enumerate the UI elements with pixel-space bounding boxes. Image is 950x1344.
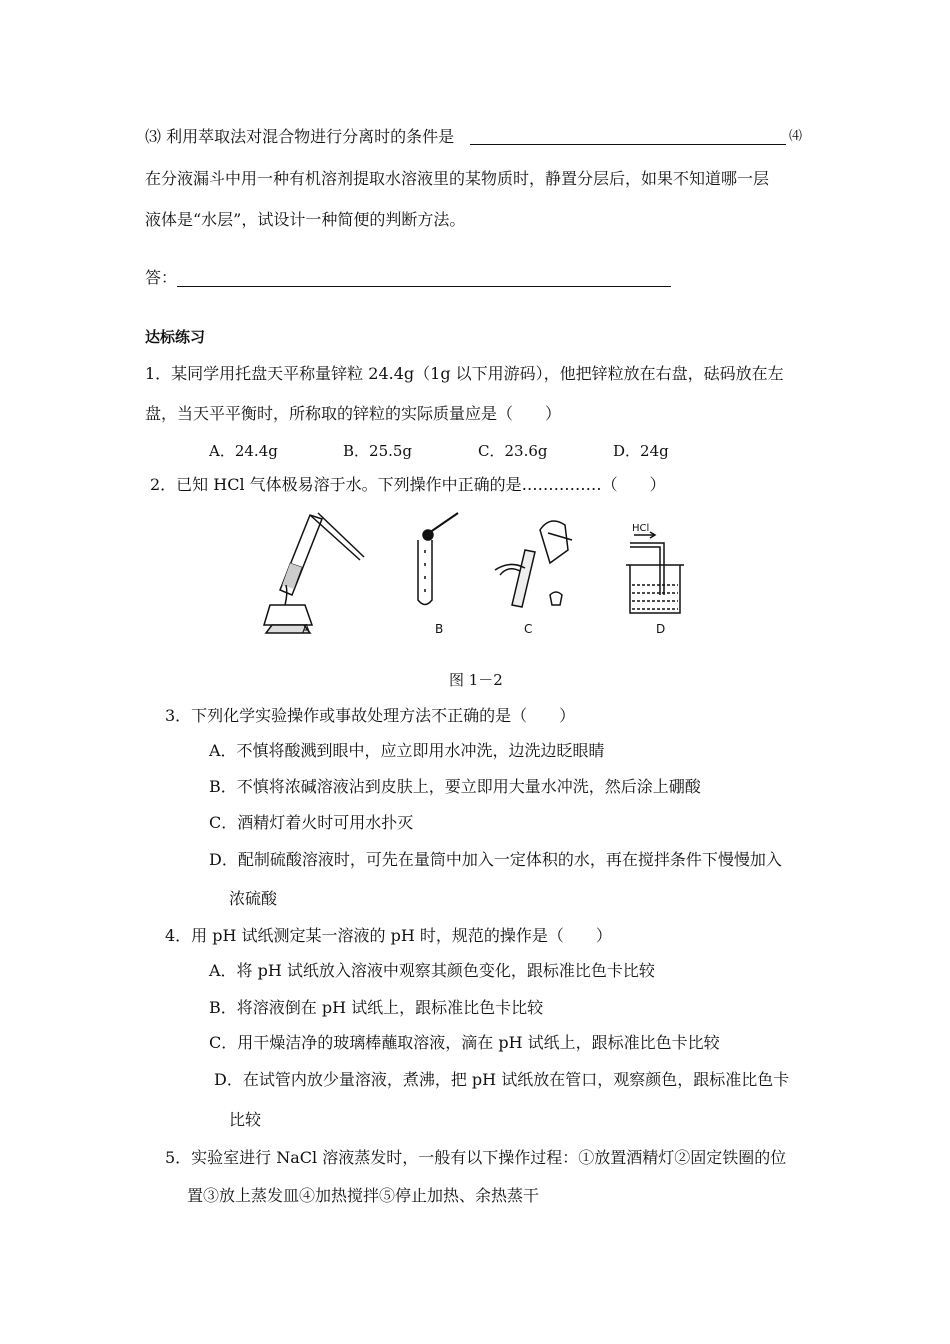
q3-part3-answer-blank [470, 144, 786, 145]
figure-label-c: C [524, 622, 533, 636]
q2-stem: 2．已知 HCl 气体极易溶于水。下列操作中正确的是……………（ ） [150, 475, 666, 494]
q4-stem: 4．用 pH 试纸测定某一溶液的 pH 时，规范的操作是（ ） [165, 926, 612, 945]
q3-option-a: A．不慎将酸溅到眼中，应立即用水冲洗，边洗边眨眼睛 [209, 741, 605, 760]
q3-option-b: B．不慎将浓碱溶液沾到皮肤上，要立即用大量水冲洗，然后涂上硼酸 [209, 777, 701, 796]
q5-line1: 5．实验室进行 NaCl 溶液蒸发时，一般有以下操作过程：①放置酒精灯②固定铁圈的位 [165, 1148, 787, 1167]
q4-option-c: C．用干燥洁净的玻璃棒蘸取溶液，滴在 pH 试纸上，跟标准比色卡比较 [209, 1033, 720, 1052]
q3-part4-line1: 在分液漏斗中用一种有机溶剂提取水溶液里的某物质时，静置分层后，如果不知道哪一层 [145, 169, 770, 188]
q3-part3-text: ⑶ 利用萃取法对混合物进行分离时的条件是 [145, 127, 455, 146]
q1-line2: 盘，当天平平衡时，所称取的锌粒的实际质量应是（ ） [145, 404, 562, 423]
q3-part4-marker: ⑷ [789, 129, 803, 144]
figure-a-apparatus [264, 513, 364, 633]
figure-label-b: B [435, 622, 444, 636]
figure-label-d: D [656, 622, 666, 636]
q4-option-d-cont: 比较 [229, 1110, 262, 1129]
figure-hcl-label: HCl [632, 523, 650, 534]
q1-option-a: A．24.4g [209, 442, 278, 460]
section-title: 达标练习 [145, 328, 206, 346]
figure-d-apparatus [626, 532, 684, 613]
q3-option-d-cont: 浓硫酸 [229, 889, 278, 908]
answer-blank [177, 286, 671, 287]
q4-option-a: A．将 pH 试纸放入溶液中观察其颜色变化，跟标准比色卡比较 [209, 961, 655, 980]
figure-label-a: A [302, 622, 311, 636]
q4-option-b: B．将溶液倒在 pH 试纸上，跟标准比色卡比较 [209, 998, 544, 1017]
q3-part4-line2: 液体是“水层”，试设计一种简便的判断方法。 [145, 210, 466, 229]
figure-1-2 [250, 505, 710, 650]
q1-option-d: D．24g [613, 442, 669, 460]
q1-line1: 1．某同学用托盘天平称量锌粒 24.4g（1g 以下用游码），他把锌粒放在右盘，砝码放在左 [145, 364, 784, 383]
answer-label: 答： [145, 268, 178, 287]
q4-option-d: D．在试管内放少量溶液，煮沸，把 pH 试纸放在管口，观察颜色，跟标准比色卡 [214, 1070, 790, 1089]
q3-stem: 3．下列化学实验操作或事故处理方法不正确的是（ ） [165, 706, 576, 725]
q5-line2: 置③放上蒸发皿④加热搅拌⑤停止加热、余热蒸干 [187, 1186, 540, 1205]
q3-option-c: C．酒精灯着火时可用水扑灭 [209, 813, 414, 832]
q1-option-c: C．23.6g [478, 442, 548, 460]
figure-caption: 图 1－2 [449, 671, 503, 689]
q1-option-b: B．25.5g [343, 442, 413, 460]
figure-b-apparatus [418, 513, 458, 605]
figure-c-apparatus [495, 521, 572, 607]
q3-option-d: D．配制硫酸溶液时，可先在量筒中加入一定体积的水，再在搅拌条件下慢慢加入 [209, 850, 782, 869]
